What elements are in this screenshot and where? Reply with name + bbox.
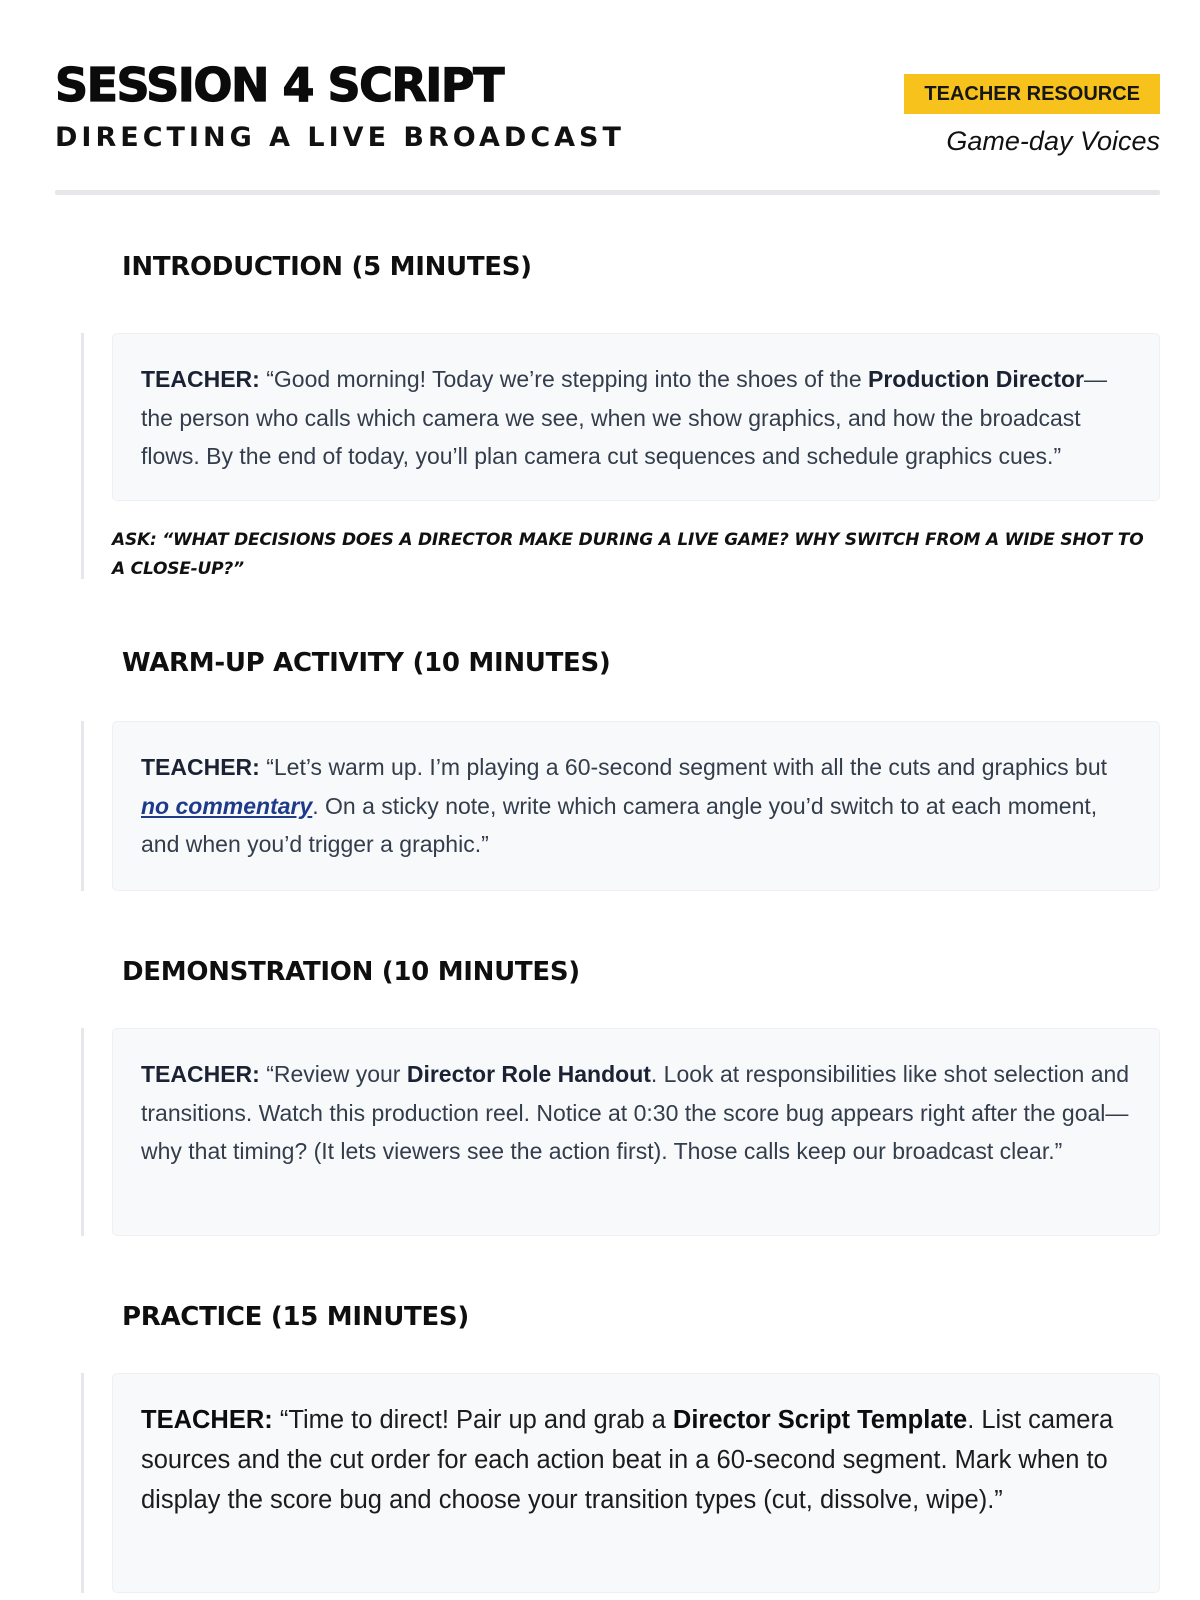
speaker-label: TEACHER:: [141, 1406, 273, 1434]
script-text: “Good morning! Today we’re stepping into the shoes of the: [259, 366, 869, 392]
header-divider: [55, 190, 1160, 195]
no-commentary-link[interactable]: no commentary: [141, 792, 313, 819]
teacher-script-card: [112, 1373, 1160, 1593]
teacher-script-text: [141, 1055, 1131, 1171]
script-text: “Time to direct! Pair up and grab a: [272, 1406, 673, 1434]
page-header: [55, 55, 1160, 195]
emphasis-term: Director Role Handout: [406, 1061, 651, 1087]
script-text: . List camera sources and the cut order for each action beat in a 60-second segment. Mark when to display the score bug and choose your transition types (cut, dissolve, wipe).”: [141, 1406, 1114, 1514]
emphasis-term: Production Director: [868, 366, 1084, 392]
ask-prompt: ASK: “WHAT DECISIONS DOES A DIRECTOR MAKE DURING A LIVE GAME? WHY SWITCH FROM A WIDE SHOT TO A CLOSE-UP?”: [112, 530, 1144, 579]
section-heading: DEMONSTRATION (10 MINUTES): [122, 957, 580, 987]
script-text: —the person who calls which camera we see, when we show graphics, and how the broadcast flows. By the end of today, you’ll plan camera cut sequences and schedule graphics cues.”: [141, 366, 1107, 469]
section-accent-bar: [81, 721, 84, 891]
script-text: . On a sticky note, write which camera angle you’d switch to at each moment, and when you’d trigger a graphic.”: [141, 792, 1098, 857]
section-accent-bar: [81, 1373, 84, 1593]
teacher-script-card: [112, 721, 1160, 891]
page-subtitle: DIRECTING A LIVE BROADCAST: [55, 122, 625, 153]
speaker-label: TEACHER:: [141, 1061, 260, 1087]
teacher-script-text: [141, 748, 1131, 864]
teacher-script-card: [112, 333, 1160, 501]
teacher-script-text: [141, 1400, 1131, 1520]
emphasis-term: Director Script Template: [672, 1406, 968, 1434]
script-text: “Review your: [259, 1061, 407, 1087]
section-heading: PRACTICE (15 MINUTES): [122, 1302, 469, 1332]
resource-badge: TEACHER RESOURCE: [904, 74, 1160, 114]
section-accent-bar: [81, 333, 84, 579]
section-heading: WARM-UP ACTIVITY (10 MINUTES): [122, 648, 611, 678]
script-text: . Look at responsibilities like shot selection and transitions. Watch this production reel. Notice at 0:30 the score bug appears right after the goal—why that timing? (It lets viewers see the action first). Those calls keep our broadcast clear.”: [141, 1061, 1130, 1164]
page-title: SESSION 4 SCRIPT: [55, 58, 504, 112]
teacher-script-text: [141, 360, 1131, 476]
speaker-label: TEACHER:: [141, 366, 260, 392]
teacher-script-card: [112, 1028, 1160, 1236]
section-accent-bar: [81, 1028, 84, 1236]
brand-name: Game-day Voices: [946, 126, 1160, 156]
script-text: “Let’s warm up. I’m playing a 60-second segment with all the cuts and graphics but: [259, 754, 1108, 780]
speaker-label: TEACHER:: [141, 754, 260, 780]
section-heading: INTRODUCTION (5 MINUTES): [122, 252, 532, 282]
